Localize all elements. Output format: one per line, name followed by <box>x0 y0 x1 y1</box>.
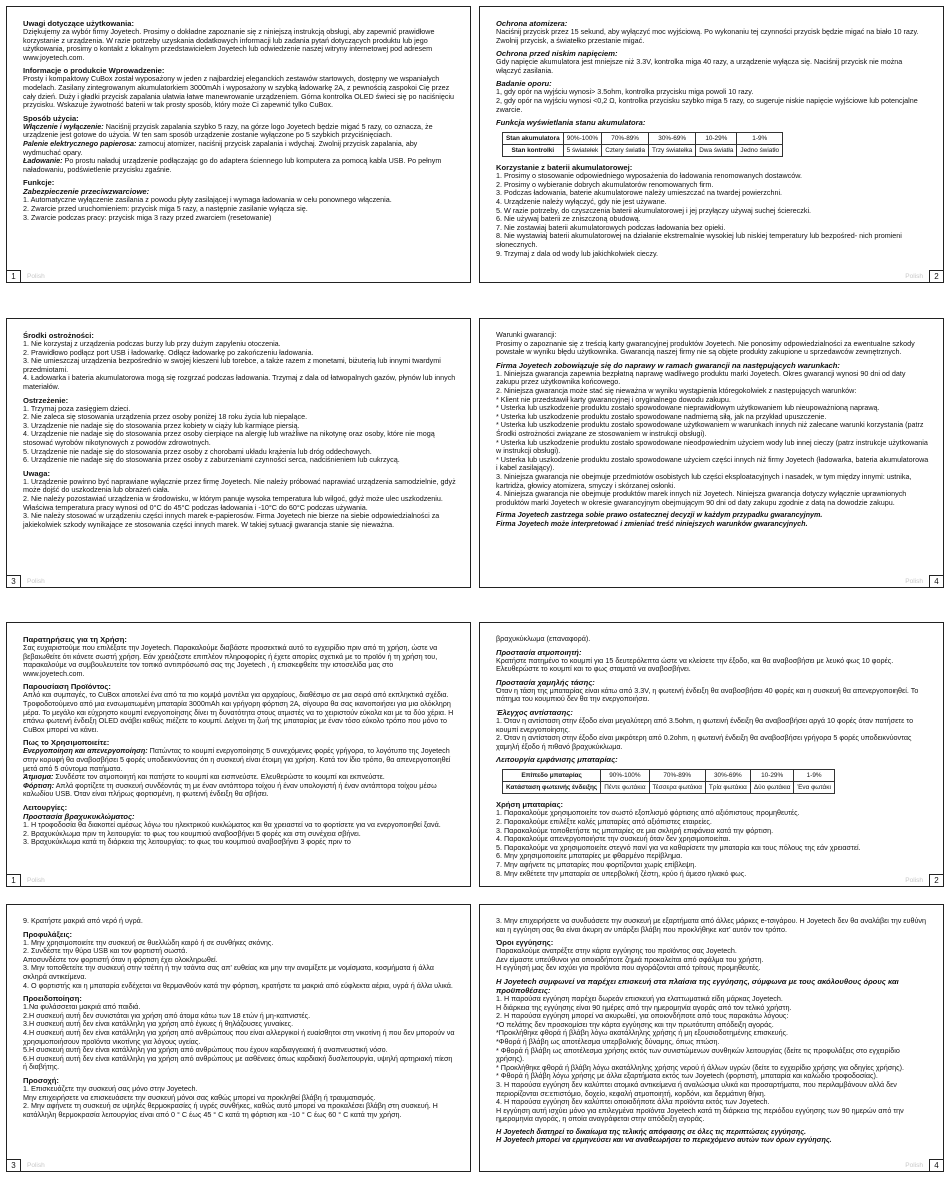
paragraph: 5. W razie potrzeby, do czyszczenia baterii akumulatorowej i jej przyłączy używaj suchej ściereczki. <box>496 205 812 215</box>
page-panel <box>479 622 944 887</box>
battery-level-cell: 90%-100% <box>563 133 602 145</box>
paragraph-label: Φόρτιση: <box>23 780 55 790</box>
paragraph: 1.Να φυλάσσεται μακριά από παιδιά. <box>23 1002 141 1012</box>
section-subheading: Firma Joyetech zobowiązuje się do naprawy w ramach gwarancji na następujących warunkach: <box>496 360 840 370</box>
paragraph-text: Po prostu naładuj urządzenie podłączając go do adaptera ściennego lub komputera za pomocą kabla USB. Po pełnym naładowaniu, podświetlenie przycisku zgaśnie. <box>23 156 442 174</box>
paragraph: 3. Μην τοποθετείτε την συσκευή στην τσέπη ή την τσάντα σας απ' ευθείας και μην την αναμίξετε με νομίσματα, κοσμήματα ή άλλα σκληρά αντικείμενα. <box>23 963 434 981</box>
page-content <box>496 917 929 1157</box>
paragraph: * Προκλήθηκε φθορά ή βλάβη λόγω ακατάλληλης χρήσης νερού ή άλλων υγρών (δείτε το εγχειρίδιο χρήσης για οδηγίες χρήσης). <box>496 1062 904 1072</box>
paragraph: 3. Μην επιχειρήσετε να συνδυάσετε την συσκευή με εξαρτήματα από άλλες μάρκες e-τσιγάρου. Η Joyetech δεν θα αναλάβει την ευθύνη και η εγγύηση σας θα είναι άκυρη αν υπάρξει βλάβη που προκλήθηκε κατ' αυτόν τον τρόπο. <box>496 916 926 934</box>
section <box>23 66 456 109</box>
paragraph: Prosty i kompaktowy CuBox został wyposażony w jeden z najbardziej eleganckich zestawów startowych, dostępny we wspaniałych modelach. Zasilany zintegrowanym akumulatorkiem 3000mAh i wyposażony w szybką ładowarkę 2A, z pewnością zaspokoi Cię przez cały dzień. Duży i gładki przycisk zapalania ułatwia łatwe manewrowanie urządzeniem. Górna kontrolka OLED świeci się po naciśnięciu przycisku. Wskazuje żywotność baterii w tak prosty sposób, który może Ci zapewnić tylko CuBox. <box>23 74 455 110</box>
indicator-header: Κατάσταση φωτεινής ένδειξης <box>503 782 601 794</box>
section-heading: Sposób użycia: <box>23 113 79 123</box>
page-language: Polish <box>27 578 45 585</box>
section-subheading: Badanie oporu: <box>496 79 552 89</box>
paragraph: 6. Urządzenie nie nadaje się do stosowania przez osoby z zaburzeniami czynności serca, nadciśnieniem lub cukrzycą. <box>23 455 400 465</box>
section-heading: Προφυλάξεις: <box>23 929 73 939</box>
section-heading: Χρήση μπαταρίας: <box>496 800 564 810</box>
paragraph-text: Naciśnij przycisk zapalania szybko 5 razy, na górze logo Joyetech będzie migać 5 razy, co oznacza, że urządzenie jest gotowe do użycia. W ten sam sposób urządzenie zostanie wyłączone po 5 szybkich przyciśnięciach. <box>23 121 433 140</box>
paragraph: 3. Niniejsza gwarancja nie obejmuje przedmiotów osobistych lub części eksploatacyjnych i nasadek, w tym między innymi: ustnika, kartridża, głowicy atomizera, smyczy i skórzanej osłonki. <box>496 471 912 490</box>
paragraph: 1. Prosimy o stosowanie odpowiedniego wyposażenia do ładowania renomowanych dostawców. <box>496 171 803 181</box>
section <box>496 163 929 258</box>
paragraph: Naciśnij przycisk przez 15 sekund, aby wyłączyć moc wyjściową. Po wykonaniu tej czynności przycisk będzie migać na biało 10 razy. Zwolnij przycisk, a światełko przestanie migać. <box>496 27 919 45</box>
paragraph: 2.Η συσκευή αυτή δεν συνιστάται για χρήση από άτομα κάτω των 18 ετών ή μη-καπνιστές. <box>23 1010 311 1020</box>
paragraph: Αποσυνδέστε τον φορτιστή όταν η φόρτιση έχει ολοκληρωθεί. <box>23 954 218 964</box>
paragraph: 4. Ο φορτιστής και η μπαταρία ενδέχεται να θερμανθούν κατά την φόρτιση, κρατήστε τα μακριά από εύφλεκτα αέρια, υγρά ή άλλα υλικά. <box>23 980 453 990</box>
paragraph: 2. Παρακαλούμε επιλέξτε καλές μπαταρίες από αξιόπιστες εταιρείες. <box>496 816 712 826</box>
paragraph: 1. Επισκευάζετε την συσκευή σας μόνο στην Joyetech. <box>23 1083 198 1093</box>
section-heading: Funkcje: <box>23 178 55 188</box>
paragraph: * Usterka lub uszkodzenie produktu zostało spowodowane użyciem części innych niż firmy Joyetech (ładowarka, bateria akumulatorowa i kabel zasilający). <box>496 454 929 473</box>
section <box>23 19 456 62</box>
section <box>496 79 929 114</box>
paragraph: * Usterka lub uszkodzenie produktu zostało spowodowane nieprawidłowym użytkowaniem lub nieupoważnioną naprawą. <box>496 403 880 413</box>
paragraph: 2. Prosimy o wybieranie dobrych akumulatorów renomowanych firm. <box>496 179 714 189</box>
page-number: 3 <box>7 1159 21 1171</box>
page-number: 2 <box>929 874 943 886</box>
paragraph: 7. Μην αφήνετε τις μπαταρίες που φορτίζονται χωρίς επίβλεψη. <box>496 859 697 869</box>
section <box>496 49 929 75</box>
section <box>496 19 929 45</box>
section <box>23 994 456 1072</box>
section <box>496 977 929 1124</box>
section-heading: Παρατηρήσεις για τη Χρήση: <box>23 635 127 644</box>
page-number: 1 <box>7 874 21 886</box>
indicator-cell: Τρία φωτάκια <box>705 782 750 794</box>
paragraph: 2. Zwarcie przed uruchomieniem: przycisk miga 5 razy, a następnie zasilanie wyłącza się. <box>23 203 308 213</box>
page-panel <box>479 6 944 283</box>
section-heading: Informacje o produkcie Wprowadzenie: <box>23 66 165 76</box>
section-heading: Λειτουργίες: <box>23 802 68 812</box>
indicator-cell: Τέσσερα φωτάκια <box>649 782 705 794</box>
paragraph: Κρατήστε πατημένο το κουμπί για 15 δευτερόλεπτα ώστε να κλείσετε την έξοδο, και θα αναβοσβήσει με λευκό φως 10 φορές. Ελευθερώστε το κουμπί και το φως σταματά να αναβοσβήνει. <box>496 655 894 674</box>
paragraph: 1. Automatyczne wyłączenie zasilania z powodu płyty zasilającej i wymaga ładowania w celu ponownego włączenia. <box>23 195 392 205</box>
page-panel <box>6 904 471 1172</box>
paragraph-label: Άτμισμα: <box>23 772 54 782</box>
page-language: Polish <box>27 877 45 884</box>
section <box>496 511 929 528</box>
page-language: Polish <box>27 1162 45 1169</box>
paragraph: 3. Podczas ładowania, baterie akumulatorowe należy umieszczać na twardej powierzchni. <box>496 188 783 198</box>
page-content <box>23 331 456 573</box>
page-panel <box>6 318 471 588</box>
paragraph: Σας ευχαριστούμε που επιλέξατε την Joyetech. Παρακαλούμε διαβάστε προσεκτικά αυτό το εγχειρίδιο πριν από τη χρήση, ώστε να βεβαιωθείτε ότι κάνετε σωστή χρήση. Εάν χρειάζεστε επιπλέον πληροφορίες ή έχετε απορίες σχετικά με το προϊόν ή τη χρήση του, παρακαλούμε να συμβουλευτείτε τον τοπικό αντιπρόσωπό σας της Joyetech , ή επισκεφθείτε την ιστοσελίδα μας στο www.joyetech.com. <box>23 643 438 678</box>
section-heading: Uwagi dotyczące użytkowania: <box>23 19 134 28</box>
paragraph: 4.Η συσκευή αυτή δεν είναι κατάλληλη για χρήση από ανθρώπους που είναι αλλεργικοί ή ευαίσθητοι στη νικοτίνη ή που δεν μπορούν να χρησιμοποιήσουν προϊόντα νικοτίνης για λόγους υγείας. <box>23 1027 455 1046</box>
paragraph: 4. Ładowarka i bateria akumulatorowa mogą się rozgrzać podczas ładowania. Trzymaj z dala od łatwopalnych gazów, płynów lub innych materiałów. <box>23 373 456 391</box>
paragraph: 2. Prawidłowo podłącz port USB i ładowarkę. Odłącz ładowarkę po zakończeniu ładowania. <box>23 347 314 357</box>
paragraph: Όταν η τάση της μπαταρίας είναι κάτω από 3.3V, η φωτεινή ένδειξη θα αναβοσβήσει 40 φορές και η συσκευή θα απενεργοποιηθεί. Το πάτημα του κουμπιού δεν θα την ενεργοποιήσει. <box>496 685 919 704</box>
paragraph: 3. Nie umieszczaj urządzenia bezpośrednio w swojej kieszeni lub torebce, a także razem z monetami, biżuterią lub innymi twardymi przedmiotami. <box>23 356 441 374</box>
paragraph: Prosimy o zapoznanie się z treścią karty gwarancyjnej produktów Joyetech. Nie ponosimy odpowiedzialności za ewentualne szkody powstałe w wyniku błędu użytkownika. Gwarancją naszej firmy nie są objęte produkty zakupione u sprzedawców zewnętrznych. <box>496 338 915 357</box>
labeled-paragraph <box>23 747 456 773</box>
paragraph: Η διάρκεια της εγγύησης είναι 90 ημέρες από την ημερομηνία αγοράς από τον τελικό χρήστη. <box>496 1002 792 1012</box>
closing-statement: Η Joyetech διατηρεί το δικαίωμα της τελικής απόφασης σε όλες τις περιπτώσεις εγγύησης. <box>496 1126 807 1136</box>
paragraph: Dziękujemy za wybór firmy Joyetech. Prosimy o dokładne zapoznanie się z niniejszą instrukcją obsługi, aby zapewnić prawidłowe korzystanie z urządzenia. W razie potrzeby uzyskania dodatkowych informacji lub zadania pytań dotyczących produktu lub jego użytkowania, prosimy o kontakt z lokalnym przedstawicielem Joyetech lub odwiedzenie naszej witryny internetowej pod adresem www.joyetech.com. <box>23 27 435 62</box>
section-heading: Όροι εγγύησης: <box>496 938 554 948</box>
indicator-cell: Cztery światła <box>602 145 649 157</box>
page-content <box>496 19 929 268</box>
paragraph: Gdy napięcie akumulatora jest mniejsze niż 3.3V, kontrolka miga 40 razy, a urządzenie wyłącza się. Naciśnij przycisk nie można włączyć zasilania. <box>496 57 903 75</box>
paragraph-label: Włączenie i wyłączenie: <box>23 121 104 131</box>
section <box>496 938 929 973</box>
section-subheading: Η Joyetech συμφωνεί να παρέχει επισκευή στα πλαίσια της εγγύησης, σύμφωνα με τους ακόλουθους όρους και προϋποθέσεις: <box>496 976 899 995</box>
paragraph: 6. Μην χρησιμοποιείτε μπαταρίες με φθαρμένο περίβλημα. <box>496 851 683 861</box>
paragraph: 2, gdy opór na wyjściu wynosi <0,2 Ω, kontrolka przycisku szybko miga 5 razy, co sugeruje niskie napięcie wyjściowe lub potencjalne zwarcie. <box>496 95 918 114</box>
paragraph: 4. Urządzenie należy wyłączyć, gdy nie jest używane. <box>496 196 667 206</box>
paragraph-text: Πατώντας το κουμπί ενεργοποίησης 5 συνεχόμενες φορές γρήγορα, το λογότυπο της Joyetech στην κορυφή θα αναβοσβήσει 5 φορές υποδεικνύοντας ότι η συσκευή είναι έτοιμη για χρήση. Κατά τον ίδιο τρόπο, θα απενεργοποιηθεί μετά από 5 σύντομα πατήματα. <box>23 746 451 773</box>
paragraph-label: Ładowanie: <box>23 156 63 166</box>
paragraph: Μην επιχειρήσετε να επισκευάσετε την συσκευή μόνοι σας καθώς μπορεί να προκληθεί βλάβη ή τραυματισμός. <box>23 1092 376 1102</box>
paragraph: 2. Niniejsza gwarancja może stać się nieważna w wyniku wystąpienia któregokolwiek z następujących warunków: <box>496 385 857 395</box>
paragraph: 2. Η παρούσα εγγύηση μπορεί να ακυρωθεί, για οποιονδήποτε από τους παρακάτω λόγους: <box>496 1011 789 1021</box>
labeled-paragraph <box>23 123 456 140</box>
section-subheading: Ochrona przed niskim napięciem: <box>496 49 618 59</box>
paragraph: 6. Nie używaj baterii ze zniszczoną obudową. <box>496 214 641 224</box>
paragraph: Η εγγύησή μας δεν ισχύει για προϊόντα που αγοράζονται από τρίτους προμηθευτές. <box>496 963 761 973</box>
paragraph: Η εγγύηση αυτή ισχύει μόνο για επιλεγμένα προϊόντα Joyetech κατά τη διάρκεια της περιόδου εγγύησης των 90 ημερών από την ημερομηνία αγοράς, η οποία αναγράφεται στην απόδειξη αγοράς. <box>496 1105 904 1124</box>
paragraph: 2. Nie zaleca się stosowania urządzenia przez osoby poniżej 18 roku życia lub niepalące. <box>23 412 308 422</box>
paragraph: 3. Urządzenie nie nadaje się do stosowania przez kobiety w ciąży lub karmiące piersią. <box>23 420 300 430</box>
page-content <box>23 917 456 1157</box>
paragraph: 3. Παρακαλούμε τοποθετήστε τις μπαταρίες σε μια σκληρή επιφάνεια κατά την φόρτιση. <box>496 825 774 835</box>
paragraph: 4. Niniejsza gwarancja nie obejmuje produktów marek innych niż Joyetech. Niniejsza gwarancja dotyczy wyłącznie uprawnionych produktów marki Joyetech w okresie gwarancyjnym obejmującym 90 dni od daty zakupu zgodnie z datą na dowodzie zakupu. <box>496 489 907 507</box>
section-subheading: Zabezpieczenie przeciwzwarciowe: <box>23 187 150 197</box>
section <box>23 682 456 734</box>
paragraph: 1, gdy opór na wyjściu wynosi> 3.5ohm, kontrolka przycisku miga powoli 10 razy. <box>496 87 754 97</box>
section <box>23 178 456 222</box>
paragraph: 3. Βραχυκύκλωμα κατά τη διάρκεια της λειτουργίας: το φως του κουμπιού αναβοσβήνει 3 φορές πριν το <box>23 837 351 847</box>
section-heading: Uwaga: <box>23 468 51 478</box>
paragraph: * Usterka lub uszkodzenie produktu zostało spowodowane nieodpowiednim użyciem wody lub innej cieczy (patrz instrukcje użytkowania w instrukcji obsługi). <box>496 437 928 456</box>
paragraph: 4. Παρακαλούμε απενεργοποιήστε την συσκευή όταν δεν χρησιμοποιείται. <box>496 834 731 844</box>
indicator-row <box>503 145 783 157</box>
closing-statement: Firma Joyetech może interpretować i zmieniać treść niniejszych warunków gwarancyjnych. <box>496 518 808 528</box>
page-content <box>23 19 456 268</box>
paragraph-text: zamocuj atomizer, naciśnij przycisk zapalania i wdychaj. Zwolnij przycisk zapalania, aby wydmuchać opary. <box>23 138 418 157</box>
indicator-cell: Δύο φωτάκια <box>750 782 794 794</box>
battery-level-cell: 30%-69% <box>649 133 696 145</box>
battery-status-table <box>502 769 835 794</box>
paragraph: * Φθορά ή βλάβη ως αποτέλεσμα χρήσης εκτός των συνιστώμενων συνθηκών λειτουργίας (δείτε τις προφυλάξεις στο εγχειρίδιο χρήσης). <box>496 1045 900 1064</box>
paragraph: 1. Trzymaj poza zasięgiem dzieci. <box>23 403 131 413</box>
section-heading: Warunki gwarancji: <box>496 330 557 339</box>
paragraph: 1. Παρακαλούμε χρησιμοποιείτε τον σωστό εξοπλισμό φόρτισης από αξιόπιστους προμηθευτές. <box>496 808 800 818</box>
section <box>23 396 456 465</box>
battery-status-table <box>502 132 783 157</box>
section <box>23 1076 456 1119</box>
paragraph: Παρακαλούμε ανατρέξτε στην κάρτα εγγύησης του προϊόντος σας Joyetech. <box>496 946 737 956</box>
paragraph: 3. Zwarcie podczas pracy: przycisk miga 3 razy przed zwarciem (resetowanie) <box>23 212 272 222</box>
paragraph: 2. Nie należy pozostawiać urządzenia w środowisku, w którym panuje wysoka temperatura lub wilgoć, gdyż może ulec uszkodzeniu. Właściwa temperatura pracy wynosi od 0°C do 45°C podczas ładowania i -10°C do 60°C podczas używania. <box>23 493 443 512</box>
indicator-cell: Trzy światełka <box>649 145 696 157</box>
battery-level-header: Stan akumulatora <box>503 133 564 145</box>
indicator-cell: Πέντε φωτάκια <box>601 782 649 794</box>
paragraph: * Usterka lub uszkodzenie produktu zostało spowodowane nadmierną siłą, jak na przykład upuszczenie. <box>496 411 827 421</box>
battery-level-header: Επίπεδο μπαταρίας <box>503 770 601 782</box>
paragraph: 8. Μην εκθέτετε την μπαταρία σε υπερβολική ζέστη, κρύο ή άμεσο ηλιακό φως. <box>496 868 747 878</box>
page-language: Polish <box>27 273 45 280</box>
paragraph: *Προκλήθηκε φθορά ή βλάβη λόγω ακατάλληλης χρήσης ή μη εξουσιοδοτημένης επισκευής. <box>496 1028 789 1038</box>
section-heading: Ostrzeżenie: <box>23 395 69 405</box>
page-number: 4 <box>929 1159 943 1171</box>
section <box>496 635 929 644</box>
paragraph-text: Συνδέστε τον ατμοποιητή και πατήστε το κουμπί και εισπνεύστε. Ελευθερώστε το κουμπί και εκπνεύστε. <box>53 772 385 782</box>
page-number: 3 <box>7 575 21 587</box>
paragraph: 9. Trzymaj z dala od wody lub jakichkolwiek cieczy. <box>496 248 659 258</box>
page-language: Polish <box>905 1162 923 1169</box>
page-content <box>23 635 456 872</box>
section <box>23 803 456 847</box>
paragraph: 8. Nie wystawiaj baterii akumulatorowej na działanie ekstremalnie wysokiej lub niskiej temperatury lub bezpośred- nich promieni słonecznych. <box>496 231 902 249</box>
paragraph-label: Palenie elektrycznego papierosa: <box>23 138 137 148</box>
section <box>23 331 456 392</box>
paragraph: 3. Η παρούσα εγγύηση δεν καλύπτει ατομικά αντικείμενα ή αναλώσιμα υλικά και προσαρτήματα, που περιλαμβάνουν αλλά δεν περιορίζονται σε:επιστόμιο, δοχείο, κεφαλή ατμοποιητή, κορδόνι, και δερμάτινη θήκη. <box>496 1079 897 1098</box>
paragraph: 1. Όταν η αντίσταση στην έξοδο είναι μεγαλύτερη από 3.5ohm, η φωτεινή ένδειξη θα αναβοσβήσει αργά 10 φορές όταν πατήσετε το κουμπί ενεργοποίησης. <box>496 715 914 734</box>
section <box>23 930 456 991</box>
paragraph: 4. Urządzenie nie nadaje się do stosowania przez osoby cierpiące na alergię lub wrażliwe na nikotynę oraz osoby, które nie mogą stosować wyrobów nikotynowych z powodów zdrowotnych. <box>23 429 435 447</box>
paragraph: 4. Η παρούσα εγγύηση δεν καλύπτει οποιαδήποτε άλλα προϊόντα εκτός των Joyetech. <box>496 1097 770 1107</box>
paragraph: 5.Η συσκευή αυτή δεν είναι κατάλληλη για χρήση από ανθρώπους που έχουν καρδιαγγειακή ή αναπνευστική νόσο. <box>23 1045 388 1055</box>
section-heading: Προσοχή: <box>23 1075 59 1085</box>
section-heading: Środki ostrożności: <box>23 331 94 340</box>
labeled-paragraph <box>23 782 456 799</box>
page-panel <box>479 318 944 588</box>
paragraph: * Usterka lub uszkodzenie produktu zostało spowodowane użytkowaniem w warunkach innych niż zalecane warunki korzystania (patrz Środki ostrożności związane ze stosowaniem w instrukcji obsługi). <box>496 420 924 438</box>
battery-level-cell: 1-9% <box>737 133 783 145</box>
section-subheading: Έλεγχος αντίστασης: <box>496 707 573 717</box>
paragraph: *Ο πελάτης δεν προσκομίσει την κάρτα εγγύησης και την πρωτότυπη απόδειξη αγοράς. <box>496 1019 774 1029</box>
page-number: 4 <box>929 575 943 587</box>
page-content <box>496 634 929 878</box>
battery-level-row <box>503 133 783 145</box>
closing-statement: Η Joyetech μπορεί να ερμηνεύσει και να αναθεωρήσει το περιεχόμενο αυτών των όρων εγγύησης. <box>496 1135 832 1145</box>
page-content <box>496 331 929 573</box>
page-language: Polish <box>905 578 923 585</box>
section <box>496 678 929 704</box>
section <box>23 469 456 530</box>
section <box>496 755 929 764</box>
section <box>23 114 456 175</box>
section <box>496 1128 929 1145</box>
paragraph: 2. Συνδέστε την θύρα USB και τον φορτιστή σωστά. <box>23 946 188 956</box>
paragraph: 5. Urządzenie nie nadaje się do stosowania przez osoby z chorobami układu krążenia lub dróg oddechowych. <box>23 446 372 456</box>
sheet-greek-2 <box>6 904 944 1172</box>
page-panel <box>6 6 471 283</box>
page-number: 1 <box>7 270 21 282</box>
paragraph: 1. Nie korzystaj z urządzenia podczas burzy lub przy dużym zapyleniu otoczenia. <box>23 339 281 348</box>
paragraph: 1. Μην χρησιμοποιείτε την συσκευή σε θυελλώδη καιρό ή σε συνθήκες σκόνης. <box>23 937 274 947</box>
sheet-polish-2 <box>6 318 944 588</box>
indicator-cell: 5 światełek <box>563 145 602 157</box>
battery-level-cell: 1-9% <box>794 770 834 782</box>
paragraph: 3.Η συσκευή αυτή δεν είναι κατάλληλη για χρήση από έγκυες ή θηλάζουσες γυναίκες. <box>23 1019 294 1029</box>
indicator-header: Stan kontrolki <box>503 145 564 157</box>
paragraph: *Φθορά ή βλάβη ως αποτέλεσμα υπερβολικής δύναμης, όπως πτώση. <box>496 1036 720 1046</box>
paragraph: 1. Urządzenie powinno być naprawiane wyłącznie przez firmę Joyetech. Nie należy próbować naprawiać urządzenia samodzielnie, gdyż może dojść do uszkodzenia lub obrażeń ciała. <box>23 476 456 495</box>
paragraph: 2. Μην αφήνετε τη συσκευή σε υψηλές θερμοκρασίες ή υγρές συνθήκες, καθώς αυτό μπορεί να προκαλέσει βλάβη στη συσκευή. Η κατάλληλη θερμοκρασία λειτουργίας είναι από 0 ° C έως 45 ° C κατά τη φόρτιση και -10 ° C έως 60 ° C κατά την χρήση. <box>23 1101 438 1119</box>
battery-level-cell: 70%-89% <box>602 133 649 145</box>
page-panel <box>479 904 944 1172</box>
section <box>496 917 929 934</box>
paragraph: Απλό και συμπαγές, το CuBox αποτελεί ένα από τα πιο κομψά μοντέλα για αρχαρίους, διαθέσιμο σε μια σειρά από εκπληκτικά σχέδια. Τροφοδοτούμενο από μια ενσωματωμένη μπαταρία 3000mAh και γρήγορη φόρτιση 2A, σίγουρα θα σας ικανοποιήσει για μια ολόκληρη μέρα. Το μεγάλο και εύχρηστο κουμπί ενεργοποίησης δίνει τη δυνατότητα στους ατμιστές να το χειριστούν εύκολα και με τα δύο χέρια. Η επάνω φωτεινή ένδειξη OLED ανάβει καθώς πιέζετε το κουμπί. Δείχνει τη ζωή της μπαταρίας με έναν τόσο εύκολο τρόπο που μόνο το CuBox μπορεί να κάνει. <box>23 690 454 734</box>
paragraph: 7. Nie zostawiaj baterii akumulatorowych podczas ładowania bez opieki. <box>496 222 726 232</box>
battery-level-row <box>503 770 835 782</box>
section-heading: Προειδοποίηση: <box>23 994 82 1004</box>
sheet-greek-1 <box>6 622 944 887</box>
indicator-cell: Jedno światło <box>737 145 783 157</box>
section-subheading: Ochrona atomizera: <box>496 19 568 28</box>
section-heading: Korzystanie z baterii akumulatorowej: <box>496 163 633 173</box>
page-panel <box>6 622 471 887</box>
battery-level-cell: 70%-89% <box>649 770 705 782</box>
paragraph: 3. Nie należy stosować w urządzeniu części innych marek e-papierosów. Firma Joyetech nie bierze na siebie odpowiedzialności za jakiekolwiek szkody wynikające ze stosowania części innych marek. W takiej sytuacji gwarancja stanie się nieważna. <box>23 511 440 529</box>
paragraph: * Φθορά ή βλάβη λόγω χρήσης με άλλα εξαρτήματα εκτός των Joyetech (φορτιστή, μπαταρία και καλώδιο τροφοδοσίας). <box>496 1071 878 1081</box>
section <box>23 635 456 678</box>
page-language: Polish <box>905 273 923 280</box>
paragraph: * Klient nie przedstawił karty gwarancyjnej i oryginalnego dowodu zakupu. <box>496 394 731 404</box>
section-subheading: Προστασία χαμηλής τάσης: <box>496 677 595 687</box>
battery-level-cell: 10-29% <box>750 770 794 782</box>
paragraph: 2. Βραχυκύκλωμα πριν τη λειτουργία: το φως του κουμπιού αναβοσβήνει 5 φορές και στη συνέχεια σβήνει. <box>23 828 361 838</box>
paragraph: 6.Η συσκευή αυτή δεν είναι κατάλληλη για χρήση από ανθρώπους με ασθένειες όπως καρδιακή δυσλειτουργία, υψηλή αρτηριακή πίεση ή διαβήτης. <box>23 1053 453 1072</box>
paragraph: 1. Η τροφοδοσία θα διακοπεί αμέσως λόγω του ηλεκτρικού κυκλώματος και θα χρειαστεί να το φορτίσετε για να ενεργοποιηθεί ξανά. <box>23 819 441 829</box>
section <box>23 738 456 799</box>
indicator-row <box>503 782 835 794</box>
paragraph: 1. Η παρούσα εγγύηση παρέχει δωρεάν επισκευή για ελαττωματικά είδη μάρκας Joyetech. <box>496 993 783 1003</box>
section <box>496 361 929 508</box>
battery-level-cell: 90%-100% <box>601 770 649 782</box>
section-subheading: Προστασία ατμοποιητή: <box>496 647 582 657</box>
labeled-paragraph <box>23 140 456 157</box>
paragraph-text: Απλά φορτίζετε τη συσκευή συνδέοντάς τη με έναν αντάπτορα τοίχου ή έναν υπολογιστή ή έναν αντάπτορα τοίχου μέσω καλωδίου USB. Όταν είναι πλήρως φορτισμένη, η φωτεινή ένδειξη θα σβήσει. <box>23 780 437 799</box>
section-heading: Παρουσίαση Προϊόντος: <box>23 682 111 692</box>
indicator-cell: Ένα φωτάκι <box>794 782 834 794</box>
page-language: Polish <box>905 877 923 884</box>
paragraph: 9. Κρατήστε μακριά από νερό ή υγρά. <box>23 916 143 925</box>
section <box>23 917 456 926</box>
indicator-cell: Dwa światła <box>696 145 737 157</box>
paragraph-label: Ενεργοποίηση και απενεργοποίηση: <box>23 746 148 756</box>
section <box>496 800 929 878</box>
section-heading: Πως το Χρησιμοποιείτε: <box>23 738 110 748</box>
battery-level-cell: 30%-69% <box>705 770 750 782</box>
section-subheading: Funkcja wyświetlania stanu akumulatora: <box>496 118 646 128</box>
paragraph: 2. Όταν η αντίσταση στην έξοδο είναι μικρότερη από 0.2ohm, η φωτεινή ένδειξη θα αναβοσβήσει γρήγορα 5 φορές υποδεικνύοντας χαμηλή έξοδο ή πιθανό βραχυκύκλωμα. <box>496 733 912 751</box>
labeled-paragraph <box>23 157 456 174</box>
sheet-polish-1 <box>6 6 944 283</box>
section-subheading: Λειτουργία εμφάνισης μπαταρίας: <box>496 755 618 765</box>
paragraph: Δεν είμαστε υπεύθυνοι για οποιαδήποτε ζημιά προκαλείται από σφάλμα του χρήστη. <box>496 954 764 964</box>
section <box>496 118 929 127</box>
paragraph: βραχυκύκλωμα (επαναφορά). <box>496 634 591 643</box>
section <box>496 708 929 751</box>
paragraph: 5. Παρακαλούμε να χρησιμοποιείτε στεγνό πανί για να καθαρίσετε την μπαταρία και τους πόλους της εάν χρειαστεί. <box>496 842 861 852</box>
closing-statement: Firma Joyetech zastrzega sobie prawo ostatecznej decyzji w każdym przypadku gwarancyjnym. <box>496 510 823 520</box>
section <box>496 648 929 674</box>
section <box>496 331 929 357</box>
section-subheading: Προστασία βραχυκυκλώματος: <box>23 811 135 821</box>
paragraph: 1. Niniejsza gwarancja zapewnia bezpłatną naprawę wadliwego produktu marki Joyetech. Okres gwarancji wynosi 90 dni od daty zakupu przez użytkownika końcowego. <box>496 368 906 387</box>
battery-level-cell: 10-29% <box>696 133 737 145</box>
page-number: 2 <box>929 270 943 282</box>
